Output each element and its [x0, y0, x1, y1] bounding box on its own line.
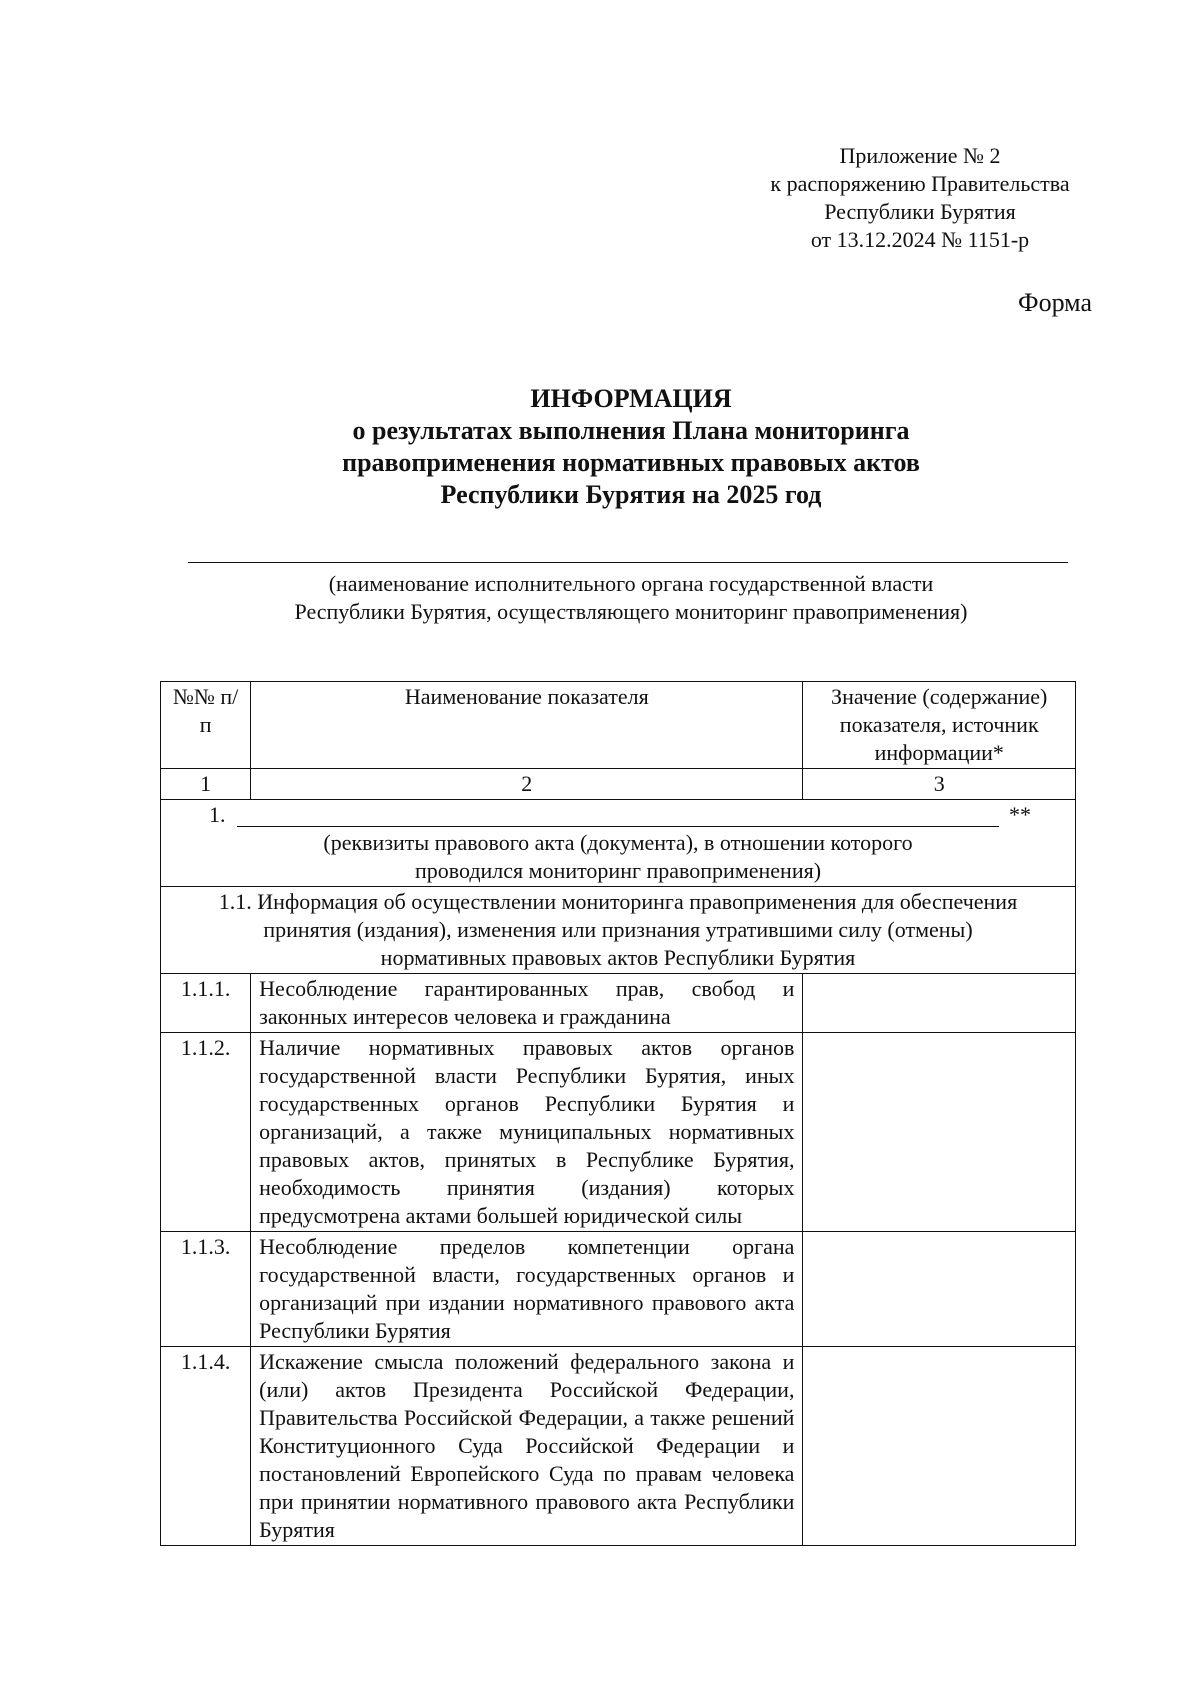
title-line-2: о результатах выполнения Плана мониторинга: [352, 416, 910, 445]
act-row: [161, 800, 1076, 887]
col-number-2: 2: [251, 769, 803, 800]
col-number-1: 1: [161, 769, 251, 800]
title-line-1: ИНФОРМАЦИЯ: [530, 384, 732, 413]
act-caption-line-1: (реквизиты правового акта (документа), в отношении которого: [323, 830, 913, 855]
row-value-cell: [803, 1347, 1076, 1546]
act-caption-line-2: проводился мониторинг правоприменения): [414, 858, 822, 883]
row-indicator-text: Несоблюдение пределов компетенции органа государственной власти, государственных органов и организаций при издании нормативного правового акта Республики Бурятия: [251, 1232, 803, 1347]
row-indicator-text: Несоблюдение гарантированных прав, свобод и законных интересов человека и гражданина: [251, 974, 803, 1033]
title-line-3: правоприменения нормативных правовых актов: [342, 448, 920, 477]
table-row: [161, 974, 1076, 1033]
appendix-block: [740, 142, 1100, 254]
row-indicator-text: Искажение смысла положений федерального закона и (или) актов Президента Российской Федерации, Правительства Российской Федерации, а также решений Конституционного Суда Российской Федерации и постановлений Европейского Суда по правам человека при принятии нормативного правового акта Республики Бурятия: [251, 1347, 803, 1546]
section-line-2: принятия (издания), изменения или признания утратившими силу (отмены): [263, 917, 973, 942]
header-indicator: Наименование показателя: [251, 682, 803, 769]
header-num: №№ п/п: [161, 682, 251, 769]
row-number: 1.1.1.: [161, 974, 251, 1033]
act-details-line: [237, 826, 999, 827]
document-title: [0, 383, 1200, 511]
row-number: 1.1.4.: [161, 1347, 251, 1546]
title-line-4: Республики Бурятия на 2025 год: [440, 480, 822, 509]
org-caption-line-2: Республики Бурятия, осуществляющего мониторинг правоприменения): [294, 599, 968, 624]
act-footnote-mark: **: [1009, 802, 1031, 827]
col-number-3: 3: [803, 769, 1076, 800]
table-row: [161, 1033, 1076, 1232]
org-name-line: [188, 562, 1068, 563]
row-value-cell: [803, 1232, 1076, 1347]
table-row: [161, 1232, 1076, 1347]
section-row: [161, 887, 1076, 974]
act-cell: [161, 800, 1076, 887]
section-cell: [161, 887, 1076, 974]
act-number: 1.: [209, 802, 226, 827]
appendix-line-3: Республики Бурятия: [824, 199, 1016, 224]
section-line-3: нормативных правовых актов Республики Бурятия: [380, 945, 856, 970]
org-caption: [0, 570, 1200, 626]
table-header-row: [161, 682, 1076, 769]
row-value-cell: [803, 974, 1076, 1033]
indicator-table: [160, 681, 1076, 1546]
column-numbers-row: [161, 769, 1076, 800]
row-value-cell: [803, 1033, 1076, 1232]
section-line-1: 1.1. Информация об осуществлении мониторинга правоприменения для обеспечения: [218, 889, 1018, 914]
table-row: [161, 1347, 1076, 1546]
header-value: Значение (содержание) показателя, источник информации*: [803, 682, 1076, 769]
appendix-line-1: Приложение № 2: [839, 143, 1001, 168]
form-label: Форма: [1018, 288, 1092, 317]
org-caption-line-1: (наименование исполнительного органа государственной власти: [328, 571, 934, 596]
row-number: 1.1.2.: [161, 1033, 251, 1232]
row-indicator-text: Наличие нормативных правовых актов органов государственной власти Республики Бурятия, иных государственных органов Республики Бурятия и организаций, а также муниципальных нормативных правовых актов, принятых в Республике Бурятия, необходимость принятия (издания) которых предусмотрена актами большей юридической силы: [251, 1033, 803, 1232]
appendix-line-2: к распоряжению Правительства: [770, 171, 1070, 196]
appendix-line-4: от 13.12.2024 № 1151-р: [810, 227, 1030, 252]
row-number: 1.1.3.: [161, 1232, 251, 1347]
